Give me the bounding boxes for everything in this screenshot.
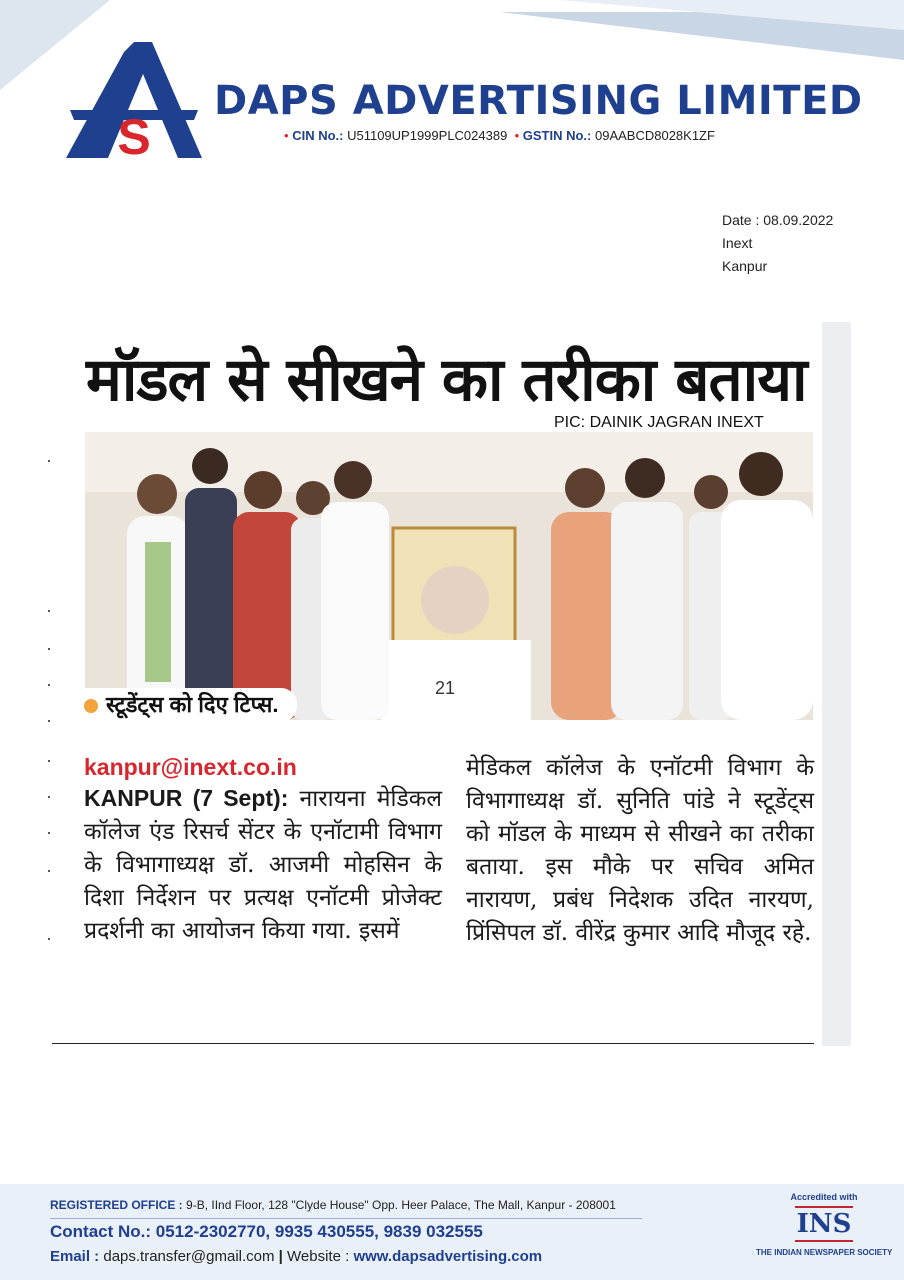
photo-credit: PIC: DAINIK JAGRAN INEXT [554, 414, 764, 431]
article-body-right: मेडिकल कॉलेज के एनॉटमी विभाग के विभागाध्यक्ष डॉ. सुनिति पांडे ने स्टूडेंट्स को मॉडल के माध्यम से सीखने का तरीका बताया. इस मौके पर सचिव अमित नारायण, प्रबंध निदेशक उदित नारयण, प्रिंसिपल डॉ. वीरेंद्र कुमार आदि मौजूद रहे. [466, 755, 814, 946]
footer-divider [50, 1218, 642, 1219]
publication-city: Kanpur [722, 258, 768, 274]
clipping-date: Date : 08.09.2022 [722, 212, 834, 228]
photo-caption: स्टूडेंट्स को दिए टिप्स. [76, 688, 297, 722]
scan-side-strip [822, 322, 851, 1046]
reporter-email: kanpur@inext.co.in [84, 754, 297, 780]
clipping-bottom-rule [52, 1043, 814, 1044]
ins-logo-icon: INS [795, 1206, 853, 1242]
company-name: DAPS ADVERTISING LIMITED [214, 78, 863, 124]
news-photo-illustration [85, 432, 813, 720]
article-headline: मॉडल से सीखने का तरीका बताया [86, 345, 807, 415]
article-body-left: KANPUR (7 Sept): नारायना मेडिकल कॉलेज एंड रिसर्च सेंटर के एनॉटामी विभाग के विभागाध्यक्ष डॉ. आजमी मोहसिन के दिशा निर्देशन पर प्रत्यक्ष एनॉटमी प्रोजेक्ट प्रदर्शनी का आयोजन किया गया. इसमें [84, 785, 443, 944]
svg-text:S: S [117, 109, 151, 162]
margin-marks [48, 460, 54, 960]
registration-line: • CIN No.: U51109UP1999PLC024389 • GSTIN No.: 09AABCD8028K1ZF [284, 128, 715, 143]
caption-bullet-icon [84, 699, 98, 713]
footer-website-link[interactable]: www.dapsadvertising.com [353, 1248, 543, 1265]
footer-email-website: Email : daps.transfer@gmail.com | Website : www.dapsadvertising.com [50, 1248, 543, 1265]
contact-numbers: Contact No.: 0512-2302770, 9935 430555, 9839 032555 [50, 1222, 483, 1241]
svg-text:21: 21 [435, 678, 456, 698]
footer-email[interactable]: daps.transfer@gmail.com [103, 1248, 275, 1265]
ins-accreditation: Accredited with INS THE INDIAN NEWSPAPER SOCIETY [756, 1192, 893, 1257]
news-photo [85, 432, 813, 720]
article-column-left [84, 752, 442, 948]
clipping-meta [722, 209, 833, 278]
daps-logo-icon [66, 40, 202, 162]
article-column-right [466, 752, 814, 950]
article-dateline: KANPUR (7 Sept): [84, 785, 289, 811]
publication-name: Inext [722, 235, 753, 251]
registered-office: REGISTERED OFFICE : 9-B, IInd Floor, 128 "Clyde House" Opp. Heer Palace, The Mall, Kanpur - 208001 [50, 1198, 616, 1212]
